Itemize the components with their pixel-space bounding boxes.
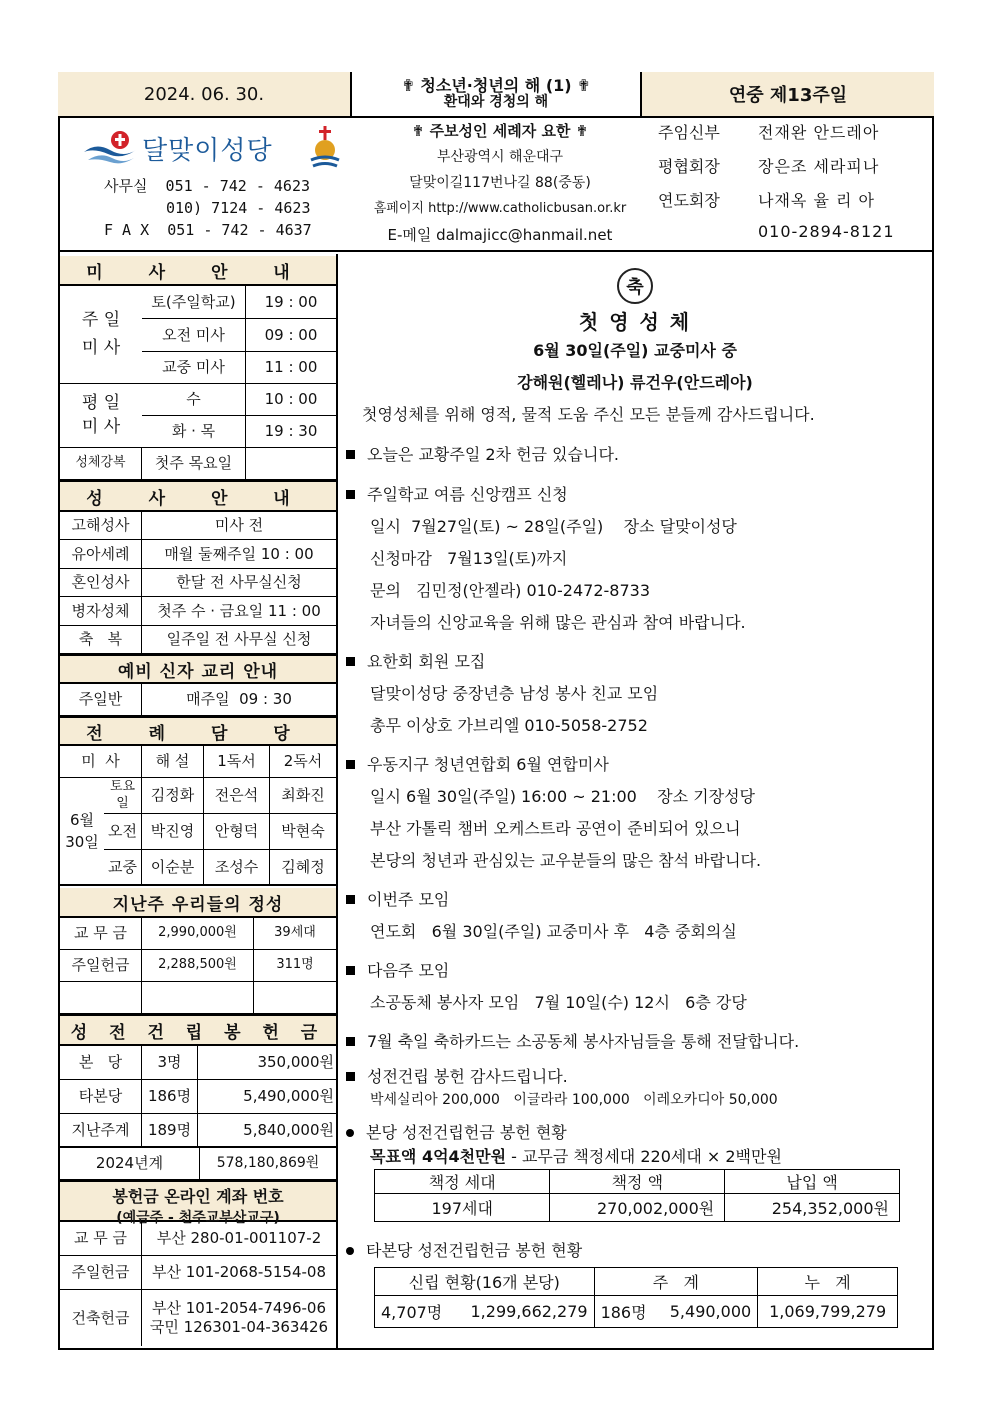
year-theme: [352, 72, 642, 118]
offering-count: 39세대: [274, 925, 316, 941]
parish-info: [60, 118, 932, 252]
table-header: 책정 세대: [375, 1170, 550, 1194]
sacrament-value: 미사 전: [214, 516, 264, 535]
adoration-value: 첫주 목요일: [142, 448, 246, 479]
office-phone: 사무실 051 - 742 - 4623: [104, 177, 311, 195]
bullet-square-icon: [346, 450, 355, 459]
table-cell: 5,490,000: [654, 1296, 758, 1328]
goal-detail: - 교무금 책정세대 220세대 × 2백만원: [506, 1147, 782, 1166]
wave-logo-icon: [82, 130, 138, 168]
sacrament-name: 축 복: [60, 626, 142, 653]
bulletin-date: 2024. 06. 30.: [58, 72, 352, 118]
year-total-label: 2024년계: [60, 1148, 200, 1179]
accounts-subtitle: (예금주 - 천주교부산교구): [116, 1210, 280, 1226]
contact-phone-row: [658, 222, 932, 252]
table-cell: 197세대: [375, 1194, 550, 1222]
theme-title: ✟ 청소년·청년의 해 (1) ✟: [401, 76, 591, 96]
bullet-square-icon: [346, 966, 355, 975]
bullet-dot-icon: [346, 1247, 354, 1255]
liturgy-mass: 토요일: [104, 778, 142, 813]
goal-amount: 목표액 4억4천만원: [370, 1147, 507, 1166]
account-number: 부산 101-2068-5154-08: [151, 1263, 327, 1282]
sacrament-row: [60, 626, 336, 654]
notice-text: 주일학교 여름 신앙캠프 신청: [367, 485, 568, 504]
table-cell: 4,707명: [375, 1296, 445, 1328]
mass-time: 19 : 30: [264, 422, 318, 441]
empty-cell: [60, 982, 142, 1013]
mass-row: [142, 319, 336, 352]
bullet-dot-icon: [346, 1129, 354, 1137]
catechumen-row: [60, 684, 336, 716]
address: 달맞이길117번나길 88(중동): [409, 175, 591, 191]
catechumen-time: 매주일 09 : 30: [186, 690, 292, 709]
liturgy-mass: 오전: [104, 814, 142, 849]
notice-detail: 연도회 6월 30일(주일) 교중미사 후 4층 중회의실: [370, 922, 737, 941]
mass-name: 교중 미사: [142, 352, 246, 383]
mass-row: [142, 416, 336, 448]
table-header: 주 계: [594, 1268, 758, 1296]
notice-column: [340, 256, 930, 1346]
mass-row: [142, 286, 336, 319]
bullet-square-icon: [346, 657, 355, 666]
liturgy-header: 2독서: [283, 752, 323, 771]
first-reader: 전은석: [204, 778, 270, 813]
notice-text: 다음주 모임: [367, 961, 450, 980]
mass-time: 11 : 00: [264, 358, 318, 377]
building-name: 지난주계: [60, 1114, 142, 1146]
notice-item: [340, 887, 449, 910]
accounts-header: [60, 1180, 336, 1226]
liturgy-mass: 교중: [104, 850, 142, 884]
bullet-square-icon: [346, 760, 355, 769]
notice-detail: 달맞이성당 중장년층 남성 봉사 친교 모임: [370, 684, 659, 703]
table-cell: 254,352,000원: [725, 1194, 900, 1222]
liturgy-header: 1독서: [204, 746, 270, 777]
celebration-badge: [617, 268, 653, 304]
account-row: [60, 1222, 336, 1256]
contact-phone: 010-2894-8121: [758, 222, 895, 241]
goal-line: [370, 1144, 782, 1167]
mass-name: 토(주일학교): [142, 286, 246, 318]
thanks-text: 첫영성체를 위해 영적, 물적 도움 주신 모든 분들께 감사드립니다.: [362, 405, 815, 424]
sacrament-row: [60, 597, 336, 626]
first-communion-title: 첫 영 성 체: [578, 310, 692, 334]
notice-detail: 부산 가톨릭 챔버 오케스트라 공연이 준비되어 있으니: [370, 819, 741, 838]
mass-name: 오전 미사: [142, 319, 246, 351]
account-row: [60, 1256, 336, 1290]
parish-name: 달맞이성당: [142, 136, 273, 166]
liturgy-header: 미 사: [60, 746, 142, 777]
staff-name: 장은조 세라피나: [758, 157, 880, 176]
account-name: 교 무 금: [60, 1222, 142, 1255]
notice-text: 7월 축일 축하카드는 소공동체 봉사자님들을 통해 전달합니다.: [367, 1032, 800, 1051]
mass-row: [142, 384, 336, 416]
mass-name: 수: [142, 384, 246, 415]
notice-text: 성전건립 봉헌 감사드립니다.: [367, 1067, 568, 1086]
table-row: [375, 1296, 898, 1328]
first-reader: 조성수: [204, 850, 270, 884]
notice-text: 우동지구 청년연합회 6월 연합미사: [367, 755, 609, 774]
building-year-row: [60, 1148, 336, 1180]
sacrament-name: 병자성체: [60, 597, 142, 625]
theme-subtitle: 환대와 경청의 해: [443, 94, 549, 111]
mass-time: 19 : 00: [264, 292, 318, 311]
donor-list: 박세실리아 200,000 이글라라 100,000 이레오카디아 50,000: [370, 1092, 778, 1108]
adoration-row: [60, 448, 336, 480]
building-count: 3명: [142, 1046, 198, 1079]
building-name: 타본당: [60, 1080, 142, 1113]
building-row: [60, 1080, 336, 1114]
offering-empty-row: [60, 982, 336, 1014]
staff-role: 주임신부: [658, 123, 720, 142]
offering-row: [60, 950, 336, 982]
notice-item: [340, 752, 609, 775]
notice-detail: 문의 김민정(안젤라) 010-2472-8733: [370, 581, 650, 600]
commentator: 김정화: [142, 778, 204, 813]
liturgy-row: [104, 850, 336, 886]
mobile-phone: 010) 7124 - 4623: [166, 199, 311, 217]
notice-item: [340, 1029, 799, 1052]
second-reader: 박현숙: [281, 822, 325, 841]
staff-row: [658, 120, 932, 150]
account-name: 건축헌금: [60, 1290, 142, 1346]
offering-section-title: 지난주 우리들의 정성: [60, 888, 336, 918]
year-total-value: 578,180,869원: [216, 1154, 320, 1171]
table-cell: 1,069,799,279: [758, 1296, 898, 1328]
staff-role: 연도회장: [658, 191, 720, 210]
offering-amount: 2,288,500원: [142, 950, 254, 981]
liturgy-section-title: 전 례 담 당: [60, 716, 336, 746]
mass-time: 09 : 00: [264, 325, 318, 344]
bullet-square-icon: [346, 490, 355, 499]
second-reader: 김혜정: [281, 857, 325, 876]
notice-item: [340, 1238, 582, 1261]
notice-detail: 일시 6월 30일(주일) 16:00 ~ 21:00 장소 기장성당: [370, 787, 755, 806]
sunday-mass-label: 주 일 미 사: [81, 310, 121, 358]
building-amount: 5,490,000원: [243, 1087, 334, 1106]
sacrament-row: [60, 540, 336, 569]
notice-item: [340, 1064, 568, 1087]
liturgy-row: [104, 778, 336, 814]
commentator: 박진영: [142, 814, 204, 849]
bullet-square-icon: [346, 895, 355, 904]
sacrament-name: 혼인성사: [60, 569, 142, 596]
liturgical-week: 연중 제13주일: [642, 72, 934, 118]
liturgy-date: 6월 30일: [65, 810, 99, 851]
table-header: 신립 현황(16개 본당): [375, 1268, 595, 1296]
notice-text: 이번주 모임: [367, 890, 450, 909]
notice-detail: 자녀들의 신앙교육을 위해 많은 관심과 참여 바랍니다.: [370, 613, 746, 632]
sacrament-value: 한달 전 사무실신청: [176, 573, 302, 592]
staff-role: 평협회장: [658, 157, 720, 176]
account-number: 부산 101-2054-7496-06: [151, 1299, 327, 1318]
second-reader: 최화진: [281, 786, 325, 805]
staff-row: [658, 188, 932, 218]
notice-text: 오늘은 교황주일 2차 헌금 있습니다.: [367, 445, 619, 464]
sacrament-name: 고해성사: [60, 512, 142, 539]
staff-name: 전재완 안드레아: [758, 123, 880, 142]
notice-item: [340, 442, 619, 465]
account-name: 주일헌금: [60, 1256, 142, 1289]
commentator: 이순분: [142, 850, 204, 884]
account-number-group: [142, 1290, 336, 1346]
sacrament-value: 일주일 전 사무실 신청: [166, 630, 312, 649]
table-header: 누 계: [758, 1268, 898, 1296]
table-row: [375, 1268, 898, 1296]
account-number: 부산 280-01-001107-2: [156, 1229, 322, 1248]
other-parish-fund-table: [374, 1267, 898, 1328]
homepage-link[interactable]: 홈페이지 http://www.catholicbusan.or.kr: [373, 201, 627, 216]
table-cell: 1,299,662,279: [444, 1296, 594, 1328]
left-column: [60, 256, 336, 1348]
mass-name: 화 · 목: [142, 416, 246, 447]
offering-name: 교 무 금: [60, 918, 142, 949]
building-count: 186명: [142, 1080, 198, 1113]
staff-name: 나재옥 율 리 아: [758, 191, 875, 210]
account-number: 국민 126301-04-363426: [149, 1318, 329, 1336]
notice-item: [340, 649, 485, 672]
liturgy-header: 해 설: [142, 746, 204, 777]
building-section-title: 성 전 건 립 봉 헌 금: [60, 1014, 336, 1046]
building-amount: 350,000원: [257, 1053, 334, 1072]
sacrament-section-title: 성 사 안 내: [60, 480, 336, 512]
weekday-mass-label: 평 일 미 사: [81, 392, 121, 437]
adoration-label: 성체강복: [60, 448, 142, 479]
offering-row: [60, 918, 336, 950]
offering-amount: 2,990,000원: [142, 918, 254, 949]
notice-text: 타본당 성전건립헌금 봉헌 현황: [366, 1241, 583, 1260]
notice-text: 본당 성전건립헌금 봉헌 현황: [366, 1123, 567, 1142]
accounts-title: 봉헌금 온라인 계좌 번호: [112, 1187, 284, 1206]
notice-item: [340, 482, 568, 505]
table-row: [375, 1194, 900, 1222]
bullet-square-icon: [346, 1072, 355, 1081]
notice-detail: 본당의 청년과 관심있는 교우분들의 많은 참석 바랍니다.: [370, 851, 762, 870]
mass-section-title: 미 사 안 내: [60, 256, 336, 286]
building-row: [60, 1114, 336, 1148]
first-communion-line: 6월 30일(주일) 교중미사 중: [533, 341, 737, 360]
liturgy-header-row: [60, 746, 336, 778]
staff-row: [658, 154, 932, 184]
liturgy-row: [104, 814, 336, 850]
table-row: [375, 1170, 900, 1194]
email-link[interactable]: E-메일 dalmajicc@hanmail.net: [387, 226, 613, 244]
mass-row: [142, 352, 336, 384]
table-header: 납입 액: [725, 1170, 900, 1194]
notice-detail: 일시 7월27일(토) ~ 28일(주일) 장소 달맞이성당: [370, 517, 737, 536]
notice-text: 요한회 회원 모집: [367, 652, 486, 671]
offering-count: 311명: [276, 957, 314, 973]
building-amount: 5,840,000원: [243, 1120, 334, 1139]
sacrament-name: 유아세례: [60, 540, 142, 568]
parish-address-block: [350, 118, 650, 250]
sacrament-row: [60, 569, 336, 597]
region: 부산광역시 해운대구: [436, 149, 564, 165]
parish-logo: [82, 126, 332, 172]
table-cell: 186명: [594, 1296, 654, 1328]
adoration-empty: [246, 448, 336, 479]
badge-label: 축: [626, 277, 644, 298]
building-row: [60, 1046, 336, 1080]
notice-item: [340, 958, 449, 981]
bullet-square-icon: [346, 1037, 355, 1046]
mass-time: 10 : 00: [264, 390, 318, 409]
table-header: 책정 액: [550, 1170, 725, 1194]
catechumen-section-title: 예비 신자 교리 안내: [60, 654, 336, 684]
fax-number: F A X 051 - 742 - 4637: [104, 221, 312, 239]
first-reader: 안형덕: [204, 814, 270, 849]
offering-name: 주일헌금: [60, 950, 142, 981]
header-row: [58, 72, 934, 118]
parish-emblem-icon: [308, 126, 342, 172]
building-count: 189명: [142, 1114, 198, 1146]
notice-detail: 총무 이상호 가브리엘 010-5058-2752: [370, 716, 648, 735]
building-name: 본 당: [60, 1046, 142, 1079]
sacrament-row: [60, 512, 336, 540]
sacrament-value: 매월 둘째주일 10 : 00: [164, 544, 314, 563]
patron-saint: ✟ 주보성인 세례자 요한 ✟: [411, 122, 589, 140]
notice-item: [340, 1120, 567, 1143]
table-cell: 270,002,000원: [550, 1194, 725, 1222]
empty-cell: [254, 982, 336, 1013]
column-divider: [336, 254, 338, 1348]
notice-detail: 소공동체 봉사자 모임 7월 10일(수) 12시 6층 강당: [370, 993, 747, 1012]
empty-cell: [142, 982, 254, 1013]
sacrament-value: 첫주 수 · 금요일 11 : 00: [157, 601, 321, 620]
notice-detail: 신청마감 7월13일(토)까지: [370, 549, 568, 568]
first-communion-names: 강해원(헬레나) 류건우(안드레아): [517, 373, 753, 392]
parish-fund-table: [374, 1169, 900, 1222]
account-row: [60, 1290, 336, 1346]
catechumen-class: 주일반: [60, 684, 142, 715]
